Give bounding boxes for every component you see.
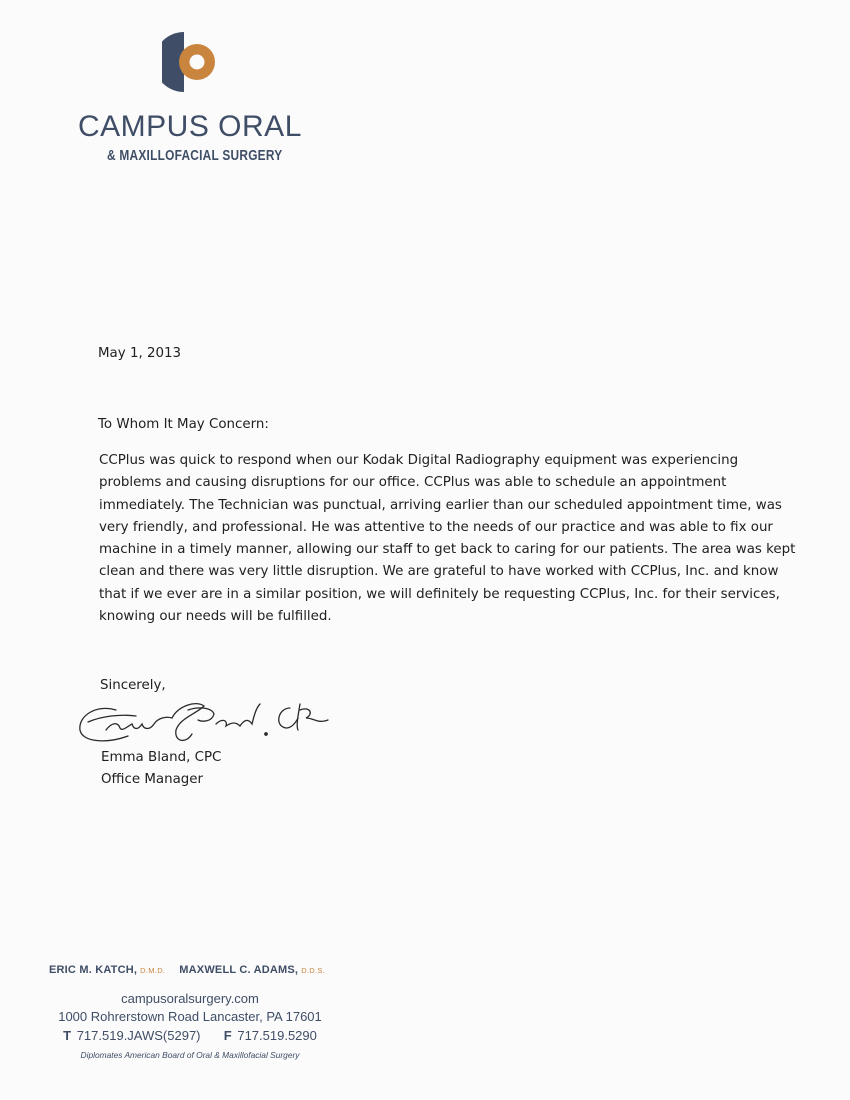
body-line: machine in a timely manner, allowing our staff to get back to caring for our patients. The area was kept: [99, 542, 796, 558]
body-line: that if we ever are in a similar position, we will definitely be requesting CCPlus, Inc. for their services,: [99, 586, 780, 602]
doctors-line: [49, 964, 339, 976]
doctor-degree: D.M.D.: [140, 966, 166, 975]
letter-body: [99, 450, 796, 628]
closing: Sincerely,: [100, 678, 166, 693]
letter-date: May 1, 2013: [98, 346, 182, 361]
doctor-name: ERIC M. KATCH,: [49, 964, 138, 976]
fax-number: 717.519.5290: [237, 1028, 317, 1043]
practice-name: CAMPUS ORAL: [78, 110, 302, 143]
practice-subtitle: & MAXILLOFACIAL SURGERY: [107, 148, 283, 164]
website: campusoralsurgery.com: [121, 991, 259, 1006]
doctor-degree: D.D.S.: [301, 966, 326, 975]
handwritten-signature: [76, 696, 336, 752]
signer-name: Emma Bland, CPC: [101, 750, 222, 765]
doctor-name: MAXWELL C. ADAMS,: [179, 964, 299, 976]
body-line: immediately. The Technician was punctual, arriving earlier than our scheduled appointment time, was: [99, 497, 782, 513]
phone-number: 717.519.JAWS(5297): [76, 1028, 201, 1043]
address: 1000 Rohrerstown Road Lancaster, PA 17601: [58, 1009, 322, 1024]
signer-title: Office Manager: [101, 772, 204, 787]
salutation: To Whom It May Concern:: [98, 417, 269, 432]
phone-line: [40, 1028, 340, 1043]
campus-oral-logo-icon: [162, 30, 216, 94]
body-line: very friendly, and professional. He was attentive to the needs of our practice and was able to fix our: [99, 519, 773, 535]
board-certification: Diplomates American Board of Oral & Maxillofacial Surgery: [80, 1050, 300, 1060]
body-line: CCPlus was quick to respond when our Kodak Digital Radiography equipment was experiencing: [99, 453, 739, 468]
body-line: problems and causing disruptions for our office. CCPlus was able to schedule an appointment: [99, 475, 727, 491]
body-line: knowing our needs will be fulfilled.: [99, 609, 332, 625]
body-line: clean and there was very little disruption. We are grateful to have worked with CCPlus, Inc. and know: [99, 564, 779, 580]
fax-label: F: [223, 1028, 232, 1043]
phone-label: T: [63, 1028, 72, 1043]
